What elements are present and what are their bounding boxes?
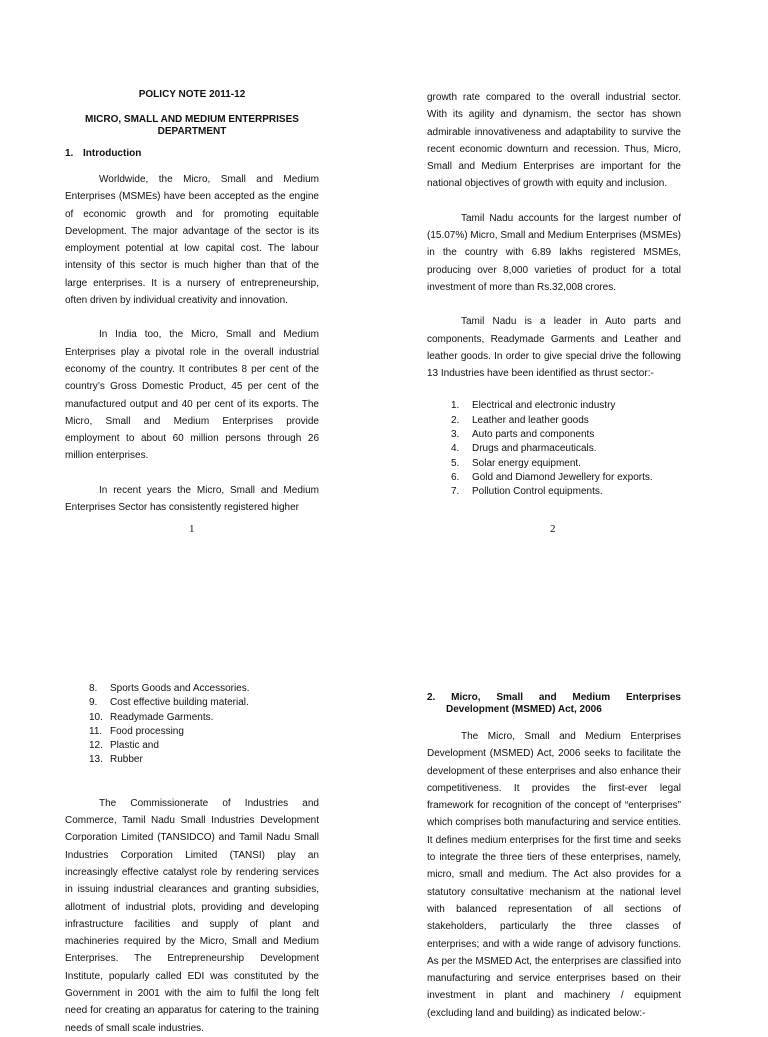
section-number: 2. [427, 692, 436, 703]
p2-paragraph-2: Tamil Nadu accounts for the largest number of (15.07%) Micro, Small and Medium Enterprises (MSMEs) in the country with 6.89 lakhs registered MSMEs, producing over 8,000 varieties of product for a total investment of more than Rs.32,008 crores. [427, 212, 681, 293]
section-title-line2: Development (MSMED) Act, 2006 [446, 704, 602, 715]
intro-paragraph-2: In India too, the Micro, Small and Medium Enterprises play a pivotal role in the overall industrial economy of the country. It contributes 8 per cent of the country’s Gross Domestic Product, 45 per cent of the manufactured output and 40 per cent of its exports. The Micro, Small and Medium Enterprises provide employment to about 60 million persons through 26 million enterprises. [65, 329, 319, 462]
section-heading-msmed-act: 2. Micro, Small and Medium Enterprises Development (MSMED) Act, 2006 [427, 692, 681, 715]
list-item: 8. Sports Goods and Accessories. [89, 683, 250, 694]
department-title-line1: MICRO, SMALL AND MEDIUM ENTERPRISES [85, 114, 299, 125]
policy-note-title: POLICY NOTE 2011-12 [138, 89, 246, 100]
thrust-sector-list [427, 399, 681, 499]
p2-paragraph-1: growth rate compared to the overall industrial sector. With its agility and dynamism, the sector has shown admirable innovativeness and adaptability to survive the recent economic downturn and recession. Thus, Micro, Small and Medium Enterprises are important for the national objectives of growth with equity and inclusion. [427, 92, 681, 190]
list-item: 10. Readymade Garments. [89, 711, 214, 723]
page-2 [427, 89, 681, 500]
intro-paragraph-1: Worldwide, the Micro, Small and Medium Enterprises (MSMEs) have been accepted as the engine of economic growth and for promoting equitable Development. The major advantage of the sector is its employment potential at low capital cost. The labour intensity of this sector is much higher than that of the large enterprises. It is a nursery of entrepreneurship, often driven by individual creativity and innovation. [65, 174, 319, 307]
list-item: 2. Leather and leather goods [451, 414, 589, 426]
list-item: 5. Solar energy equipment. [451, 457, 581, 469]
section-heading-introduction [65, 148, 319, 160]
list-item: 13. Rubber [89, 754, 143, 766]
page-1 [65, 89, 319, 516]
list-item: 3. Auto parts and components [451, 429, 595, 441]
page-number-2: 2 [550, 523, 556, 535]
page-3 [65, 682, 319, 1037]
p2-paragraph-3: Tamil Nadu is a leader in Auto parts and components, Readymade Garments and Leather and leather goods. In order to give special drive the following 13 Industries have been identified as thrust sector:- [427, 316, 681, 380]
list-item: 7. Pollution Control equipments. [451, 486, 603, 498]
list-item: 12. Plastic and [89, 740, 159, 752]
list-item: 11. Food processing [89, 725, 184, 737]
section-title: Introduction [83, 148, 142, 159]
page-number-1: 1 [189, 523, 195, 535]
section-number: 1. [65, 148, 74, 159]
intro-paragraph-3: In recent years the Micro, Small and Medium Enterprises Sector has consistently registered higher [65, 484, 319, 514]
commissionerate-paragraph: The Commissionerate of Industries and Commerce, Tamil Nadu Small Industries Development Corporation Limited (TANSIDCO) and Tamil Nadu Small Industries Corporation Limited (TANSI) play an increasingly effective catalyst role by rendering services in issuing industrial clearances and granting subsidies, allotment of industrial plots, providing and developing infrastructure facilities and supply of plant and machineries required by the Micro, Small and Medium Enterprises. The Entrepreneurship Development Institute, popularly called EDI was constituted by the Government in 2001 with the aim to fulfil the long felt need for creating an apparatus for catering to the training needs of small scale industries. [65, 797, 319, 1034]
thrust-sector-list-continued [65, 682, 319, 768]
page-4 [427, 692, 681, 1022]
list-item: 4. Drugs and pharmaceuticals. [451, 443, 597, 455]
list-item: 9. Cost effective building material. [89, 697, 249, 709]
list-item: 1. Electrical and electronic industry [451, 400, 616, 412]
msmed-paragraph: The Micro, Small and Medium Enterprises Development (MSMED) Act, 2006 seeks to facilitate the development of these enterprises and also enhance their competitiveness. It provides the first-ever legal framework for recognition of the concept of “enterprises” which comprises both manufacturing and service entities. It defines medium enterprises for the first time and seeks to integrate the three tiers of these enterprises, namely, micro, small and medium. The Act also provides for a statutory consultative mechanism at the national level with balanced representation of all sections of stakeholders, particularly the three classes of enterprises; and with a wide range of advisory functions. As per the MSMED Act, the enterprises are classified into manufacturing and service enterprises based on their investment in plant and machinery / equipment (excluding land and building) as indicated below:- [427, 731, 681, 1019]
department-title-line2: DEPARTMENT [157, 126, 227, 137]
list-item: 6. Gold and Diamond Jewellery for exports. [451, 471, 653, 483]
